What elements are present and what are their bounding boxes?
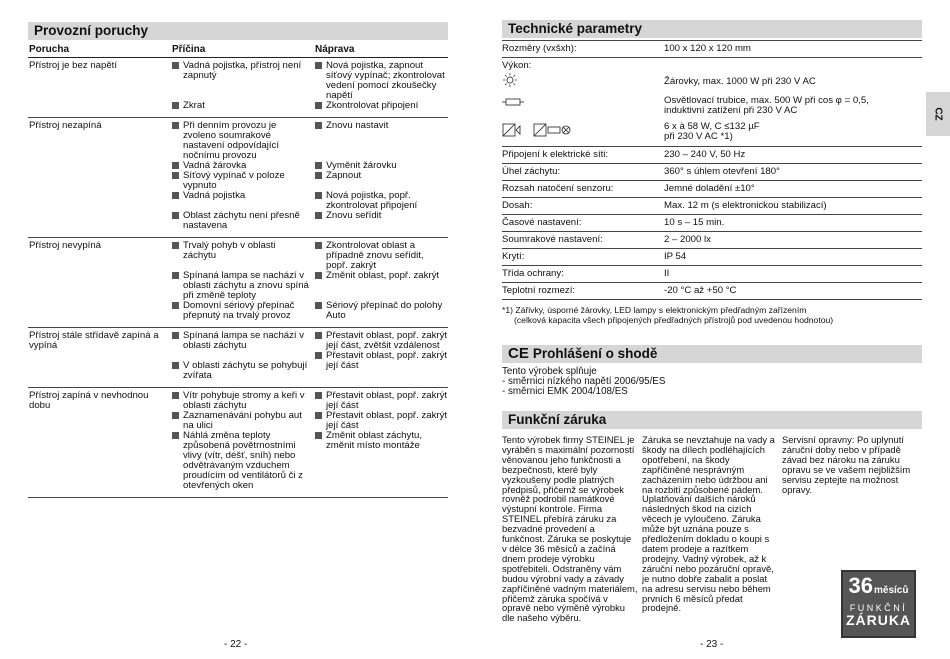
param-row: Připojení k elektrické síti: 230 – 240 V, 50 Hz: [502, 147, 922, 164]
bullet-square-icon: [315, 302, 322, 309]
remedy-item: Přestavit oblast, popř. zakrýt její část, zvětšit vzdálenost: [315, 331, 448, 351]
fault-remedies: [315, 61, 448, 111]
bullet-square-icon: [172, 162, 179, 169]
remedy-item: Přestavit oblast, popř. zakrýt její část: [315, 391, 448, 411]
fault-remedies: [315, 391, 448, 491]
param-row: Teplotní rozmezí: -20 °C až +50 °C: [502, 283, 922, 300]
electronic-ballast-icon: [502, 122, 580, 138]
fault-causes: [172, 391, 315, 491]
ce-declaration: Tento výrobek splňuje - směrnici nízkého napětí 2006/95/ES - směrnici EMK 2004/108/ES: [502, 366, 666, 397]
bullet-square-icon: [172, 192, 179, 199]
fault-causes: [172, 331, 315, 381]
bulb-icon: [502, 73, 518, 87]
bullet-square-icon: [315, 162, 322, 169]
fault-causes: [172, 121, 315, 231]
right-page: [502, 20, 922, 623]
page-number-left: - 22 -: [224, 639, 248, 650]
fault-symptom: Přístroj stále střídavě zapíná a vypíná: [29, 330, 159, 351]
warranty-col-3: Servisní opravny: Po uplynutí záruční doby nebo v případě závad bez nároku na záruku opravu se ve vašem nejbližším servisu zeptejte na možnost opravy.: [782, 434, 911, 495]
param-row-rozmery: Rozměry (vxšxh): 100 x 120 x 120 mm: [502, 41, 922, 58]
remedy-item: Změnit oblast, popř. zakrýt: [315, 271, 448, 281]
ce-mark-icon: CE: [508, 345, 529, 362]
bullet-square-icon: [172, 412, 179, 419]
bullet-square-icon: [172, 172, 179, 179]
header-pricina: Příčina: [172, 44, 206, 55]
cause-item: Zaznamenávání pohybu aut na ulici: [172, 411, 309, 431]
remedy-item: Přestavit oblast, popř. zakrýt její část: [315, 411, 448, 431]
section-title-warranty: Funkční záruka: [502, 411, 922, 429]
bullet-square-icon: [172, 302, 179, 309]
cause-item: Spínaná lampa se nachází v oblasti záchytu: [172, 331, 309, 351]
remedy-item: Zapnout: [315, 171, 448, 181]
remedy-item: Zkontrolovat oblast a případně znovu seřídit, popř. zakrýt: [315, 241, 448, 271]
bullet-square-icon: [315, 242, 322, 249]
cause-item: Domovní sériový přepínač přepnutý na trvalý provoz: [172, 301, 309, 321]
fault-row: [28, 118, 448, 238]
bullet-square-icon: [315, 352, 322, 359]
fault-causes: [172, 241, 315, 321]
section-title-faults: Provozní poruchy: [28, 22, 448, 40]
cause-item: Síťový vypínač v poloze vypnuto: [172, 171, 309, 191]
bullet-square-icon: [172, 272, 179, 279]
bullet-square-icon: [315, 172, 322, 179]
remedy-item: Nová pojistka, zapnout síťový vypínač; zkontrolovat vedení pomocí zkoušečky napětí: [315, 61, 448, 101]
fault-row: [28, 328, 448, 388]
cause-item: Vítr pohybuje stromy a keři v oblasti záchytu: [172, 391, 309, 411]
cause-item: Náhlá změna teploty způsobená povětrnostními vlivy (vítr, déšť, sníh) nebo odvětrávaným vzduchem proudícím od ventilátorů či z otevřených oken: [172, 431, 309, 491]
param-row: Časové nastavení: 10 s – 15 min.: [502, 215, 922, 232]
remedy-item: Zkontrolovat připojení: [315, 101, 448, 111]
remedy-item: Vyměnit žárovku: [315, 161, 448, 171]
cause-item: Při denním provozu je zvoleno soumrakové nastavení odpovídající nočnímu provozu: [172, 121, 309, 161]
bullet-square-icon: [172, 432, 179, 439]
header-porucha: Porucha: [29, 44, 70, 55]
fault-row: [28, 238, 448, 328]
param-row: Úhel záchytu: 360° s úhlem otevření 180°: [502, 164, 922, 181]
bullet-square-icon: [315, 332, 322, 339]
bullet-square-icon: [315, 412, 322, 419]
bullet-square-icon: [315, 392, 322, 399]
remedy-item: Znovu seřídit: [315, 211, 448, 221]
page-number-right: - 23 -: [700, 639, 724, 650]
header-naprava: Náprava: [315, 44, 355, 55]
bullet-square-icon: [172, 242, 179, 249]
bullet-square-icon: [172, 62, 179, 69]
cause-item: Oblast záchytu není přesně nastavena: [172, 211, 309, 231]
fault-causes: [172, 61, 315, 111]
left-page: [28, 22, 448, 498]
bullet-square-icon: [315, 212, 322, 219]
fault-symptom: Přístroj zapíná v nevhodnou dobu: [29, 390, 149, 411]
fault-symptom: Přístroj nezapíná: [29, 120, 102, 131]
cause-item: Spínaná lampa se nachází v oblasti záchytu a znovu spíná při změně teploty: [172, 271, 309, 301]
bullet-square-icon: [315, 192, 322, 199]
cause-item: Vadná pojistka: [172, 191, 309, 201]
bullet-square-icon: [172, 122, 179, 129]
remedy-item: Změnit oblast záchytu, změnit místo montáže: [315, 431, 448, 451]
bullet-square-icon: [315, 102, 322, 109]
param-row: Dosah: Max. 12 m (s elektronickou stabilizací): [502, 198, 922, 215]
fluorescent-tube-icon: [502, 96, 524, 108]
bullet-square-icon: [172, 362, 179, 369]
bullet-square-icon: [172, 332, 179, 339]
language-tab: CZ: [926, 92, 950, 136]
bullet-square-icon: [315, 62, 322, 69]
bullet-square-icon: [172, 392, 179, 399]
warranty-col-2: Záruka se nevztahuje na vady a škody na dílech podléhajících opotřebení, na škody zapříčiněné nesprávným zacházením nebo údržbou ani na rozbití způsobené pádem. Uplatňování dalších nároků následných škod na cizích věcech je vyloučeno. Záruka může být uznána pouze s předložením dokladu o koupi s datem prodeje a razítkem prodejny. Vadný výrobek, až k záruční nebo pozáruční opravě, je nutno dobře zabalit a poslat na adresu servisu nebo během prvních 6 měsíců předat prodejně.: [642, 434, 775, 614]
fault-remedies: [315, 241, 448, 321]
param-row-vykon: Výkon: Žárovky, max. 1000 W při 230 V AC Osvětlovací trubice, max. 500 W při cos φ = 0,5, induktivní zatížení při 230 V AC 6 x à 58 W, C ≤132 µF při 230 V AC *1): [502, 58, 922, 147]
param-row: Rozsah natočení senzoru: Jemné doladění ±10°: [502, 181, 922, 198]
faults-table-body: [28, 58, 448, 498]
cause-item: Zkrat: [172, 101, 309, 111]
bullet-square-icon: [315, 272, 322, 279]
section-title-ce: CE Prohlášení o shodě: [502, 345, 922, 363]
param-rows: [502, 147, 922, 300]
bullet-square-icon: [315, 432, 322, 439]
remedy-item: Nová pojistka, popř. zkontrolovat připojení: [315, 191, 448, 211]
fault-remedies: [315, 121, 448, 231]
fault-symptom: Přístroj nevypíná: [29, 240, 101, 251]
tech-params-table: [502, 40, 922, 300]
remedy-item: Znovu nastavit: [315, 121, 448, 131]
remedy-item: Přestavit oblast, popř. zakrýt její část: [315, 351, 448, 371]
footnote: *1) Zářivky, úsporné žárovky, LED lampy s elektronickým předřadným zařízením (celková kapacita všech připojených předřadných přístrojů pod uvedenou hodnotou): [502, 305, 834, 325]
warranty-badge-logo: 36 měsíců FUNKČNÍ ZÁRUKA: [841, 570, 916, 638]
fault-symptom: Přístroj je bez napětí: [29, 60, 117, 71]
cause-item: Vadná žárovka: [172, 161, 309, 171]
cause-item: V oblasti záchytu se pohybují zvířata: [172, 361, 309, 381]
fault-remedies: [315, 331, 448, 381]
cause-item: Trvalý pohyb v oblasti záchytu: [172, 241, 309, 261]
param-row: Třída ochrany: II: [502, 266, 922, 283]
bullet-square-icon: [315, 122, 322, 129]
fault-row: [28, 58, 448, 118]
param-row: Krytí: IP 54: [502, 249, 922, 266]
remedy-item: Sériový přepínač do polohy Auto: [315, 301, 448, 321]
faults-table-header: [28, 42, 448, 58]
bullet-square-icon: [172, 212, 179, 219]
param-row: Soumrakové nastavení: 2 – 2000 lx: [502, 232, 922, 249]
fault-row: [28, 388, 448, 498]
warranty-col-1: Tento výrobek firmy STEINEL je vyráběn s maximální pozorností věnovanou jeho funkčnosti a bezpečnosti, které byly vyzkoušeny podle platných předpisů, přičemž se výrobek rovněž podrobil namátkové výstupní kontrole. Firma STEINEL přebírá záruku za bezvadné provedení a funkčnost. Záruka se poskytuje v délce 36 měsíců a začíná dnem prodeje výrobku spotřebiteli. Odstraněny vám budou výrobní vady a závady zapříčiněné vadným materiálem, přičemž záruka spočívá v opravě nebo výměně výrobku dle našeho výběru.: [502, 434, 638, 624]
bullet-square-icon: [172, 102, 179, 109]
cause-item: Vadná pojistka, přístroj není zapnutý: [172, 61, 309, 81]
section-title-tech: Technické parametry: [502, 20, 922, 38]
